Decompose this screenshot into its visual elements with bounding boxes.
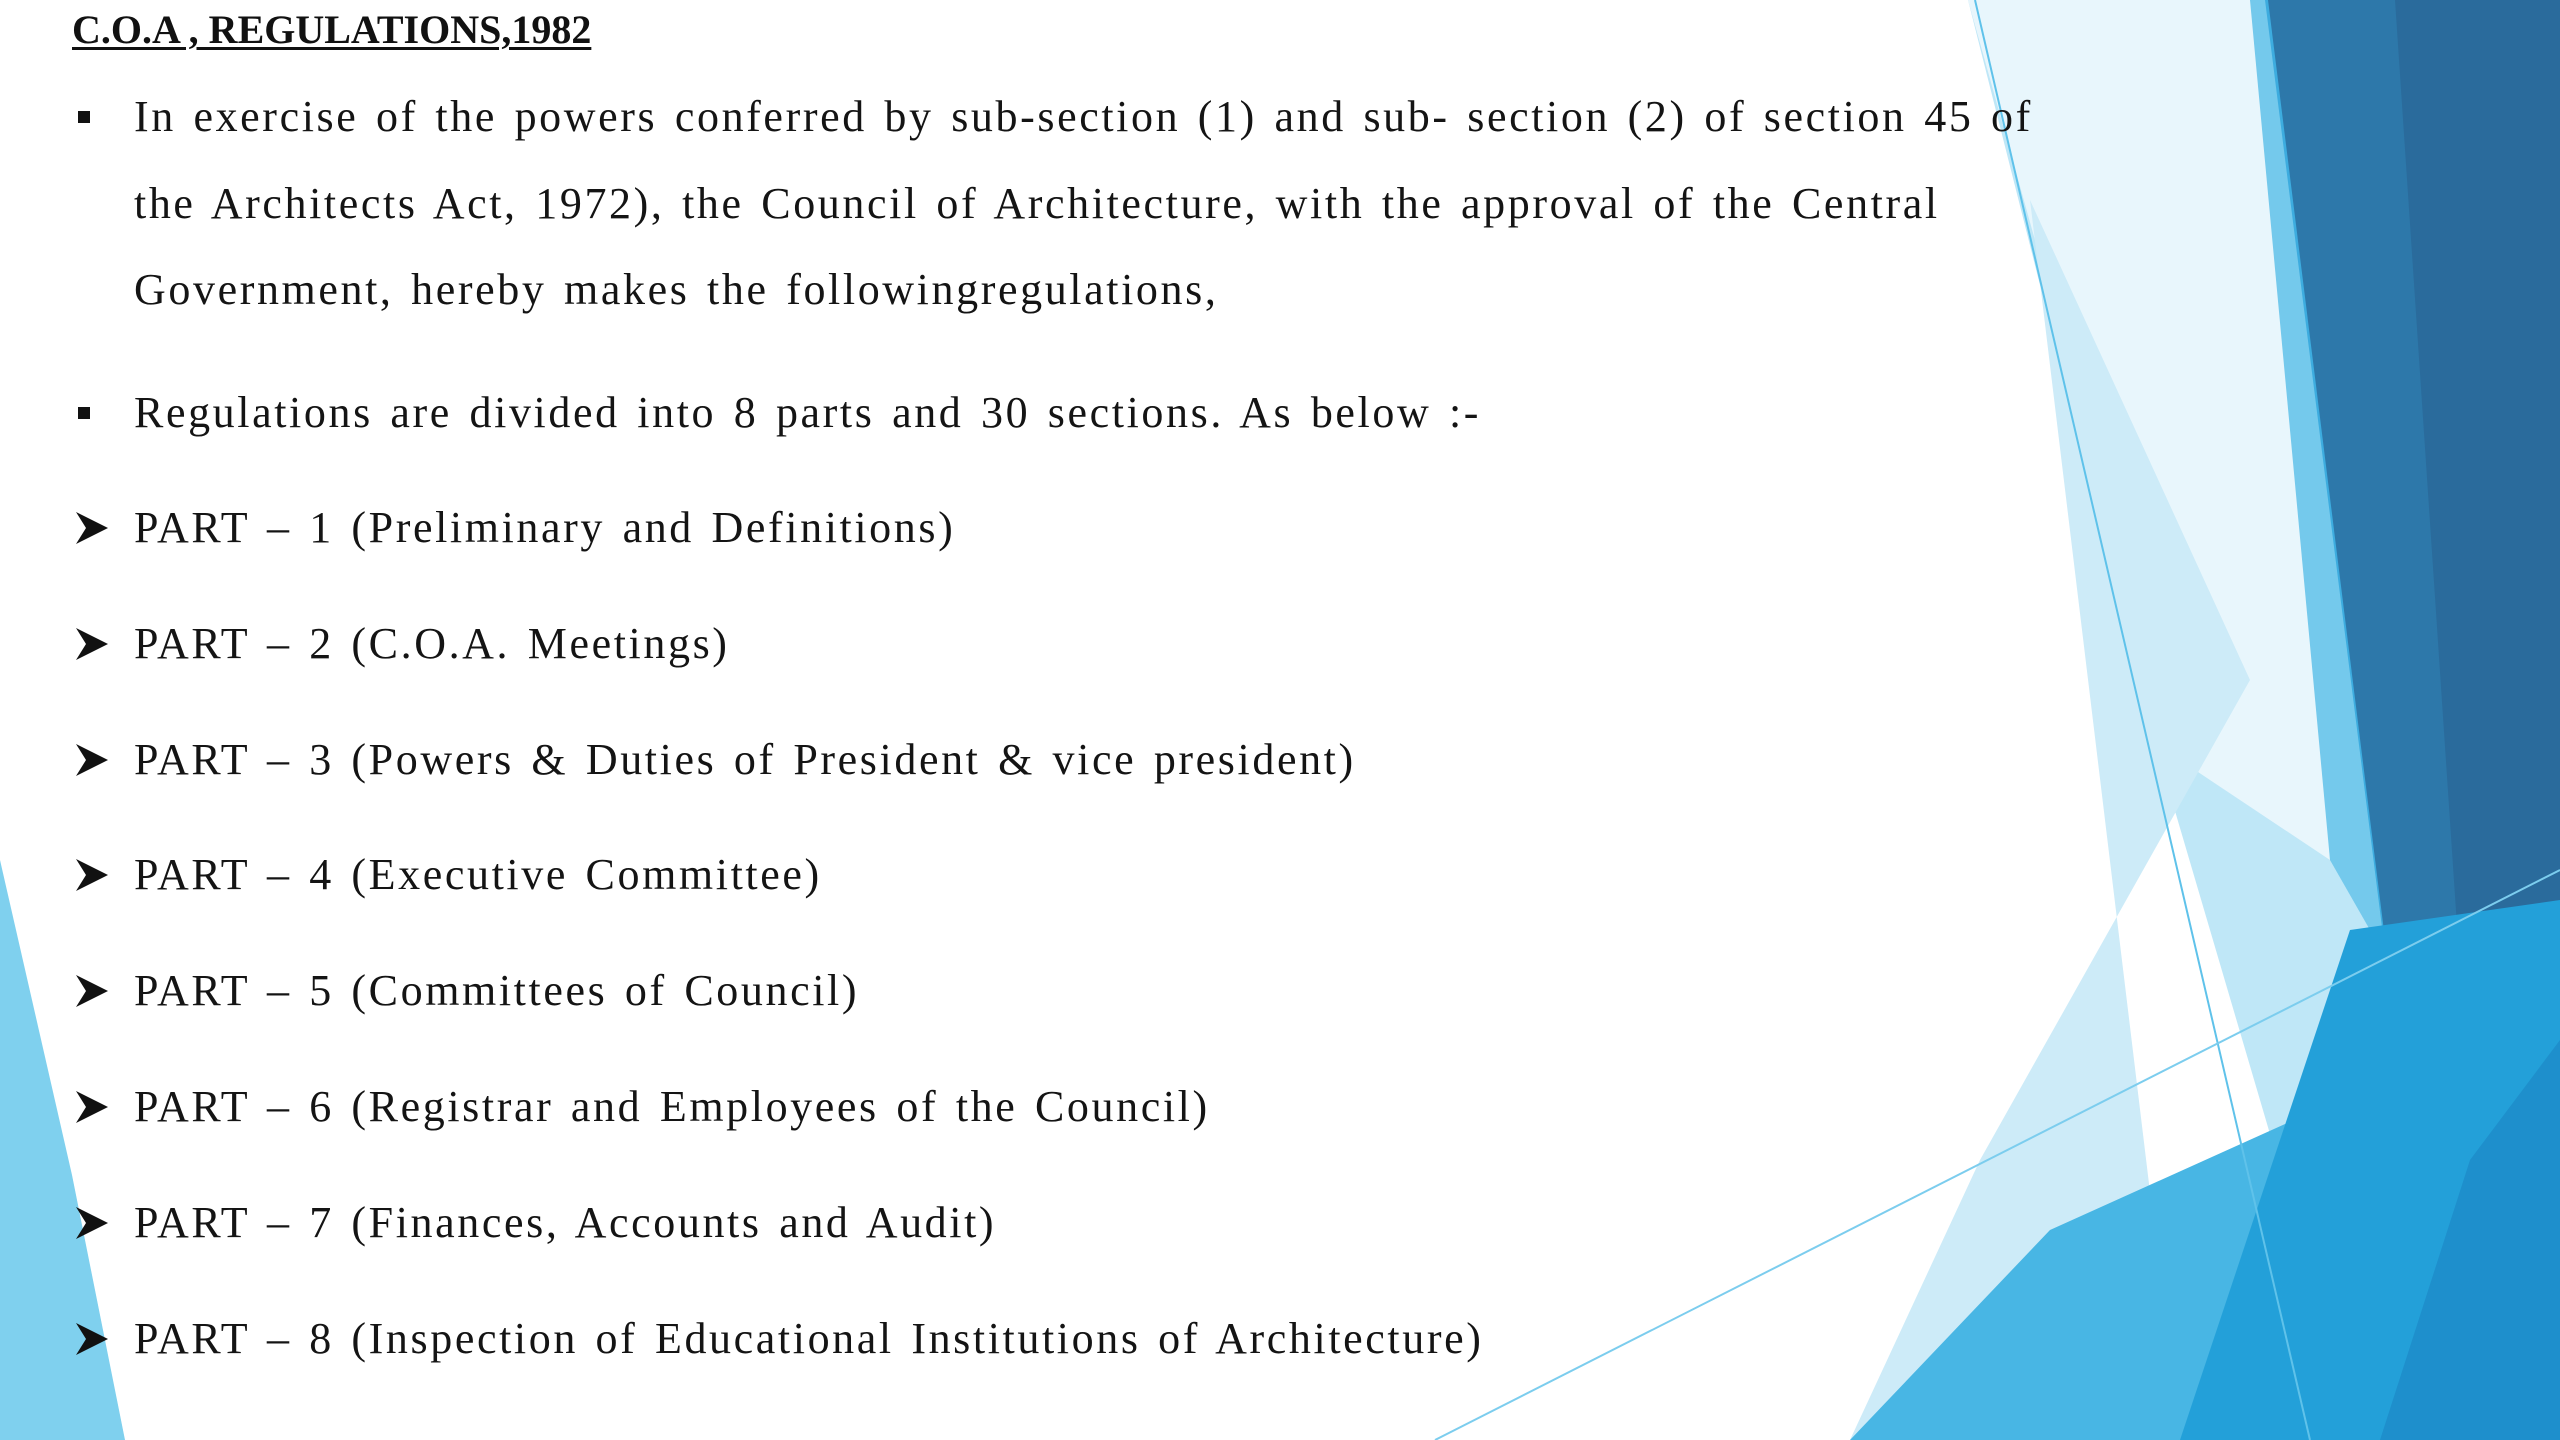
slide-title: C.O.A , REGULATIONS,1982 — [72, 7, 592, 52]
part-label: PART – 8 (Inspection of Educational Institutions of Architecture) — [134, 1313, 1484, 1363]
bullet-text-intro: In exercise of the powers conferred by sub-section (1) and sub- section (2) of section 45 of the Architects Act, 1972), the Council of Architecture, with the approval of the Central Government, hereby makes the followingregulations, — [134, 92, 2033, 314]
square-bullet-icon — [78, 111, 90, 123]
part-label: PART – 6 (Registrar and Employees of the Council) — [134, 1081, 1210, 1131]
arrowhead-bullet-icon — [74, 626, 110, 662]
square-bullet-icon — [78, 407, 90, 419]
arrowhead-bullet-icon — [74, 973, 110, 1009]
arrowhead-bullet-icon — [74, 857, 110, 893]
arrowhead-bullet-icon — [74, 510, 110, 546]
bullet-text-divisions: Regulations are divided into 8 parts and 30 sections. As below :- — [134, 388, 1482, 437]
part-label: PART – 1 (Preliminary and Definitions) — [134, 503, 956, 552]
arrowhead-bullet-icon — [74, 742, 110, 778]
part-label: PART – 7 (Finances, Accounts and Audit) — [134, 1197, 997, 1247]
part-label: PART – 5 (Committees of Council) — [134, 966, 860, 1016]
arrowhead-bullet-icon — [74, 1321, 110, 1357]
arrowhead-bullet-icon — [74, 1205, 110, 1241]
part-label: PART – 4 (Executive Committee) — [134, 850, 822, 900]
part-label: PART – 2 (C.O.A. Meetings) — [134, 618, 730, 668]
arrowhead-bullet-icon — [74, 1089, 110, 1125]
part-label: PART – 3 (Powers & Duties of President & vice president) — [134, 734, 1356, 784]
